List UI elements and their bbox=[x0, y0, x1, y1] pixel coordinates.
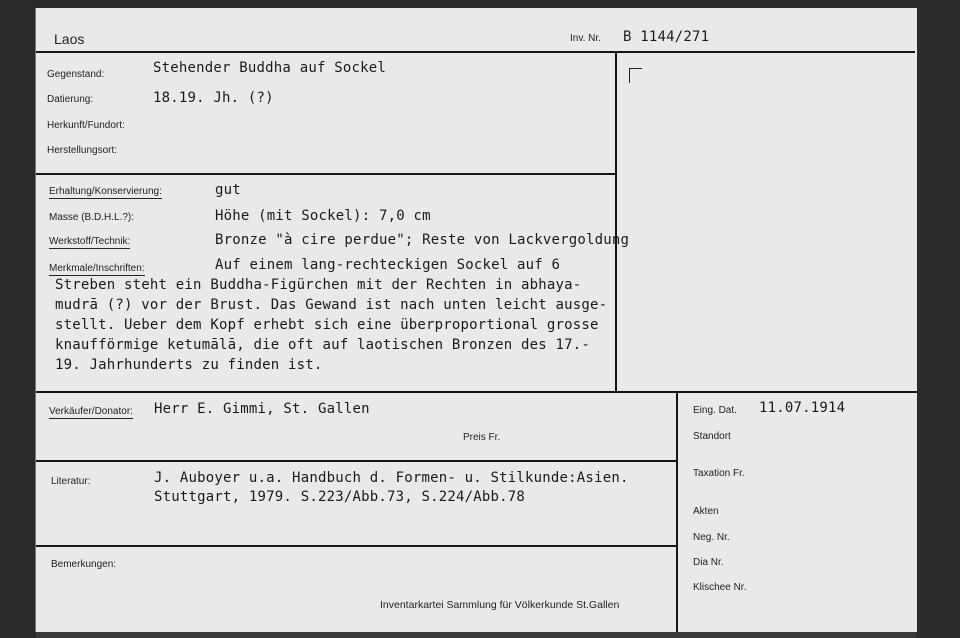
preis-label: Preis Fr. bbox=[463, 432, 501, 443]
masse-label: Masse (B.D.H.L.?): bbox=[49, 212, 135, 223]
region-label: Laos bbox=[54, 31, 85, 47]
eing-label: Eing. Dat. bbox=[693, 405, 737, 416]
literatur-line-1: J. Auboyer u.a. Handbuch d. Formen- u. Stilkunde:Asien. bbox=[154, 470, 629, 486]
rule-details bbox=[35, 391, 917, 393]
rule-object bbox=[35, 173, 617, 175]
literatur-line-2: Stuttgart, 1979. S.223/Abb.73, S.224/Abb.78 bbox=[154, 489, 526, 505]
merkmale-line-1: Auf einem lang-rechteckigen Sockel auf 6 bbox=[215, 257, 561, 273]
herkunft-label: Herkunft/Fundort: bbox=[47, 120, 125, 131]
datierung-value: 18.19. Jh. (?) bbox=[153, 90, 274, 106]
verkaeufer-value: Herr E. Gimmi, St. Gallen bbox=[154, 401, 370, 417]
background-left bbox=[0, 0, 36, 638]
klischee-label: Klischee Nr. bbox=[693, 582, 747, 593]
inv-label: Inv. Nr. bbox=[570, 33, 601, 44]
werkstoff-label: Werkstoff/Technik: bbox=[49, 236, 131, 247]
background-top bbox=[0, 0, 960, 8]
akten-label: Akten bbox=[693, 506, 719, 517]
rule-acquisition bbox=[35, 460, 678, 462]
merkmale-line-2: Streben steht ein Buddha-Figürchen mit der Rechten in abhaya- bbox=[55, 277, 582, 293]
merkmale-label: Merkmale/Inschriften: bbox=[49, 263, 145, 274]
merkmale-line-3: mudrā (?) vor der Brust. Das Gewand ist nach unten leicht ausge- bbox=[55, 297, 608, 313]
neg-label: Neg. Nr. bbox=[693, 532, 730, 543]
rule-literature bbox=[35, 545, 678, 547]
erhaltung-value: gut bbox=[215, 182, 241, 198]
verkaeufer-label: Verkäufer/Donator: bbox=[49, 406, 133, 417]
masse-value: Höhe (mit Sockel): 7,0 cm bbox=[215, 208, 431, 224]
inv-number: B 1144/271 bbox=[623, 29, 710, 45]
rule-vertical-bottom bbox=[676, 393, 678, 632]
literatur-label: Literatur: bbox=[51, 476, 91, 487]
card-left-edge bbox=[35, 8, 36, 632]
merkmale-line-6: 19. Jahrhunderts zu finden ist. bbox=[55, 357, 323, 373]
inventory-card bbox=[35, 8, 917, 632]
datierung-label: Datierung: bbox=[47, 94, 94, 105]
taxation-label: Taxation Fr. bbox=[693, 468, 745, 479]
werkstoff-value: Bronze "à cire perdue"; Reste von Lackvergoldung bbox=[215, 232, 630, 248]
rule-header bbox=[35, 51, 915, 53]
herstellungsort-label: Herstellungsort: bbox=[47, 145, 118, 156]
gegenstand-label: Gegenstand: bbox=[47, 69, 105, 80]
corner-mark-icon bbox=[629, 68, 642, 83]
dia-label: Dia Nr. bbox=[693, 557, 724, 568]
standort-label: Standort bbox=[693, 431, 731, 442]
erhaltung-label: Erhaltung/Konservierung: bbox=[49, 186, 162, 197]
bemerkungen-label: Bemerkungen: bbox=[51, 559, 117, 570]
institution-footer: Inventarkartei Sammlung für Völkerkunde St.Gallen bbox=[380, 599, 620, 611]
gegenstand-value: Stehender Buddha auf Sockel bbox=[153, 60, 386, 76]
rule-vertical-top bbox=[615, 53, 617, 391]
merkmale-line-4: stellt. Ueber dem Kopf erhebt sich eine überproportional grosse bbox=[55, 317, 599, 333]
merkmale-line-5: knaufförmige ketumālā, die oft auf laotischen Bronzen des 17.- bbox=[55, 337, 590, 353]
background-right bbox=[916, 0, 960, 638]
eing-value: 11.07.1914 bbox=[759, 400, 846, 416]
